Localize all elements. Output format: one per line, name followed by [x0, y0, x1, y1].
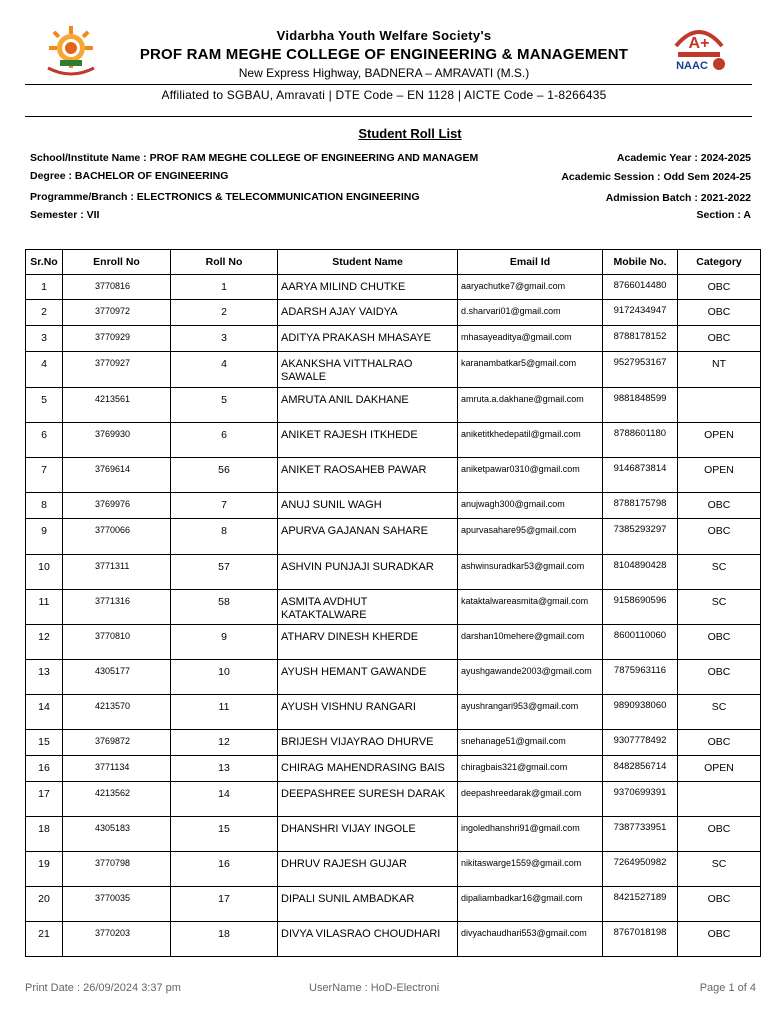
cell-enroll-no: 3771311: [63, 555, 171, 590]
cell-email: aaryachutke7@gmail.com: [458, 275, 603, 300]
cell-roll-no: 18: [171, 922, 278, 957]
cell-mobile: 7387733951: [603, 817, 678, 852]
cell-roll-no: 8: [171, 519, 278, 555]
cell-enroll-no: 3769930: [63, 423, 171, 458]
cell-enroll-no: 3770927: [63, 352, 171, 388]
academic-session: Academic Session : Odd Sem 2024-25: [561, 171, 751, 183]
cell-roll-no: 58: [171, 590, 278, 625]
cell-email: aniketitkhedepatil@gmail.com: [458, 423, 603, 458]
cell-student-name: ADITYA PRAKASH MHASAYE: [278, 326, 458, 352]
cell-email: amruta.a.dakhane@gmail.com: [458, 388, 603, 423]
table-row: [26, 695, 761, 730]
cell-category: OBC: [678, 519, 761, 555]
cell-srno: 20: [26, 887, 63, 922]
col-header-mobile: Mobile No.: [603, 250, 678, 275]
cell-category: SC: [678, 590, 761, 625]
cell-roll-no: 17: [171, 887, 278, 922]
society-name: Vidarbha Youth Welfare Society's: [276, 28, 492, 43]
table-row: [26, 887, 761, 922]
cell-srno: 12: [26, 625, 63, 660]
cell-roll-no: 6: [171, 423, 278, 458]
cell-student-name: ANUJ SUNIL WAGH: [278, 493, 458, 519]
cell-srno: 7: [26, 458, 63, 493]
cell-student-name: ASHVIN PUNJAJI SURADKAR: [278, 555, 458, 590]
cell-roll-no: 56: [171, 458, 278, 493]
admission-batch: Admission Batch : 2021-2022: [605, 192, 751, 204]
cell-email: kataktalwareasmita@gmail.com: [458, 590, 603, 625]
cell-category: OBC: [678, 493, 761, 519]
table-row: [26, 756, 761, 782]
cell-email: karanambatkar5@gmail.com: [458, 352, 603, 388]
cell-category: SC: [678, 695, 761, 730]
cell-enroll-no: 4213561: [63, 388, 171, 423]
cell-roll-no: 5: [171, 388, 278, 423]
table-row: [26, 852, 761, 887]
table-row: [26, 590, 761, 625]
table-row: [26, 730, 761, 756]
header-divider-bottom: [25, 116, 752, 117]
table-row: [26, 493, 761, 519]
cell-category: OPEN: [678, 423, 761, 458]
cell-srno: 19: [26, 852, 63, 887]
cell-category: OBC: [678, 660, 761, 695]
cell-enroll-no: 3771316: [63, 590, 171, 625]
table-row: [26, 817, 761, 852]
cell-category: OBC: [678, 300, 761, 326]
cell-srno: 5: [26, 388, 63, 423]
col-header-category: Category: [678, 250, 761, 275]
cell-category: SC: [678, 852, 761, 887]
cell-roll-no: 4: [171, 352, 278, 388]
cell-student-name: ATHARV DINESH KHERDE: [278, 625, 458, 660]
cell-email: ayushrangari953@gmail.com: [458, 695, 603, 730]
cell-enroll-no: 3770066: [63, 519, 171, 555]
cell-roll-no: 3: [171, 326, 278, 352]
table-row: [26, 782, 761, 817]
cell-email: deepashreedarak@gmail.com: [458, 782, 603, 817]
page-number: Page 1 of 4: [699, 982, 756, 994]
cell-mobile: 9890938060: [603, 695, 678, 730]
cell-mobile: 8788178152: [603, 326, 678, 352]
table-row: [26, 423, 761, 458]
cell-mobile: 9172434947: [603, 300, 678, 326]
cell-student-name: AYUSH VISHNU RANGARI: [278, 695, 458, 730]
cell-roll-no: 57: [171, 555, 278, 590]
cell-srno: 16: [26, 756, 63, 782]
cell-email: anujwagh300@gmail.com: [458, 493, 603, 519]
cell-enroll-no: 3770798: [63, 852, 171, 887]
cell-email: nikitaswarge1559@gmail.com: [458, 852, 603, 887]
table-row: [26, 922, 761, 957]
cell-roll-no: 15: [171, 817, 278, 852]
cell-category: OBC: [678, 922, 761, 957]
cell-category: OPEN: [678, 458, 761, 493]
cell-student-name: CHIRAG MAHENDRASING BAIS: [278, 756, 458, 782]
cell-roll-no: 14: [171, 782, 278, 817]
cell-srno: 8: [26, 493, 63, 519]
cell-email: dipaliambadkar16@gmail.com: [458, 887, 603, 922]
cell-roll-no: 9: [171, 625, 278, 660]
cell-srno: 17: [26, 782, 63, 817]
cell-email: chiragbais321@gmail.com: [458, 756, 603, 782]
cell-student-name: ASMITA AVDHUT KATAKTALWARE: [278, 590, 458, 625]
cell-mobile: 9158690596: [603, 590, 678, 625]
page-title: Student Roll List: [358, 126, 462, 141]
academic-year: Academic Year : 2024-2025: [616, 152, 751, 164]
cell-mobile: 7385293297: [603, 519, 678, 555]
cell-student-name: AYUSH HEMANT GAWANDE: [278, 660, 458, 695]
cell-student-name: BRIJESH VIJAYRAO DHURVE: [278, 730, 458, 756]
cell-email: mhasayeaditya@gmail.com: [458, 326, 603, 352]
cell-category: OBC: [678, 730, 761, 756]
cell-mobile: 8600110060: [603, 625, 678, 660]
cell-mobile: 8788601180: [603, 423, 678, 458]
cell-category: OBC: [678, 887, 761, 922]
cell-enroll-no: 3770929: [63, 326, 171, 352]
cell-srno: 15: [26, 730, 63, 756]
table-row: [26, 519, 761, 555]
naac-label: NAAC: [676, 60, 708, 72]
cell-category: OBC: [678, 625, 761, 660]
table-row: [26, 458, 761, 493]
cell-category: NT: [678, 352, 761, 388]
cell-srno: 4: [26, 352, 63, 388]
cell-srno: 14: [26, 695, 63, 730]
cell-roll-no: 1: [171, 275, 278, 300]
cell-mobile: 8767018198: [603, 922, 678, 957]
cell-enroll-no: 3770810: [63, 625, 171, 660]
cell-srno: 21: [26, 922, 63, 957]
cell-srno: 3: [26, 326, 63, 352]
cell-category: OBC: [678, 817, 761, 852]
college-address: New Express Highway, BADNERA – AMRAVATI (M.S.): [238, 66, 530, 80]
cell-srno: 10: [26, 555, 63, 590]
cell-student-name: AKANKSHA VITTHALRAO SAWALE: [278, 352, 458, 388]
cell-enroll-no: 4305177: [63, 660, 171, 695]
cell-roll-no: 2: [171, 300, 278, 326]
cell-category: [678, 388, 761, 423]
table-row: [26, 300, 761, 326]
cell-mobile: 9527953167: [603, 352, 678, 388]
cell-roll-no: 11: [171, 695, 278, 730]
cell-enroll-no: 3769976: [63, 493, 171, 519]
cell-student-name: DHANSHRI VIJAY INGOLE: [278, 817, 458, 852]
cell-roll-no: 7: [171, 493, 278, 519]
table-row: [26, 555, 761, 590]
naac-grade: A+: [688, 35, 710, 52]
cell-srno: 6: [26, 423, 63, 458]
cell-email: ayushgawande2003@gmail.com: [458, 660, 603, 695]
cell-student-name: ANIKET RAOSAHEB PAWAR: [278, 458, 458, 493]
naac-logo: [666, 24, 732, 74]
cell-student-name: ANIKET RAJESH ITKHEDE: [278, 423, 458, 458]
degree: Degree : BACHELOR OF ENGINEERING: [30, 170, 229, 182]
cell-mobile: 8766014480: [603, 275, 678, 300]
table-row: [26, 388, 761, 423]
cell-mobile: 9881848599: [603, 388, 678, 423]
cell-mobile: 9146873814: [603, 458, 678, 493]
cell-roll-no: 13: [171, 756, 278, 782]
cell-mobile: 9307778492: [603, 730, 678, 756]
cell-student-name: DIVYA VILASRAO CHOUDHARI: [278, 922, 458, 957]
cell-category: OBC: [678, 326, 761, 352]
print-date: Print Date : 26/09/2024 3:37 pm: [25, 982, 181, 994]
cell-enroll-no: 3771134: [63, 756, 171, 782]
table-body: [26, 275, 761, 957]
cell-student-name: ADARSH AJAY VAIDYA: [278, 300, 458, 326]
table-row: [26, 352, 761, 388]
cell-roll-no: 12: [171, 730, 278, 756]
cell-enroll-no: 3770816: [63, 275, 171, 300]
cell-srno: 1: [26, 275, 63, 300]
cell-enroll-no: 3770203: [63, 922, 171, 957]
cell-email: ingoledhanshri91@gmail.com: [458, 817, 603, 852]
programme-branch: Programme/Branch : ELECTRONICS & TELECOMMUNICATION ENGINEERING: [30, 191, 420, 203]
cell-srno: 2: [26, 300, 63, 326]
cell-student-name: DEEPASHREE SURESH DARAK: [278, 782, 458, 817]
cell-email: aniketpawar0310@gmail.com: [458, 458, 603, 493]
cell-student-name: AARYA MILIND CHUTKE: [278, 275, 458, 300]
cell-email: d.sharvari01@gmail.com: [458, 300, 603, 326]
table-row: [26, 275, 761, 300]
col-header-srno: Sr.No: [26, 250, 63, 275]
cell-student-name: DHRUV RAJESH GUJAR: [278, 852, 458, 887]
cell-email: apurvasahare95@gmail.com: [458, 519, 603, 555]
cell-enroll-no: 3770972: [63, 300, 171, 326]
cell-roll-no: 10: [171, 660, 278, 695]
cell-mobile: 7264950982: [603, 852, 678, 887]
cell-mobile: 8421527189: [603, 887, 678, 922]
section: Section : A: [696, 209, 751, 221]
roll-list-table: [25, 249, 761, 957]
cell-mobile: 9370699391: [603, 782, 678, 817]
cell-srno: 18: [26, 817, 63, 852]
col-header-name: Student Name: [278, 250, 458, 275]
username: UserName : HoD-Electroni: [309, 982, 440, 994]
table-header-row: [26, 250, 761, 275]
table-row: [26, 660, 761, 695]
cell-enroll-no: 3769614: [63, 458, 171, 493]
table-row: [26, 326, 761, 352]
cell-srno: 9: [26, 519, 63, 555]
col-header-enroll: Enroll No: [63, 250, 171, 275]
cell-email: divyachaudhari553@gmail.com: [458, 922, 603, 957]
institute-name: School/Institute Name : PROF RAM MEGHE COLLEGE OF ENGINEERING AND MANAGEM: [30, 152, 479, 164]
cell-srno: 11: [26, 590, 63, 625]
cell-student-name: AMRUTA ANIL DAKHANE: [278, 388, 458, 423]
cell-enroll-no: 4213570: [63, 695, 171, 730]
cell-mobile: 8104890428: [603, 555, 678, 590]
cell-srno: 13: [26, 660, 63, 695]
table-row: [26, 625, 761, 660]
cell-enroll-no: 3769872: [63, 730, 171, 756]
header-divider-top: [25, 84, 752, 85]
cell-email: darshan10mehere@gmail.com: [458, 625, 603, 660]
cell-mobile: 7875963116: [603, 660, 678, 695]
college-name: PROF RAM MEGHE COLLEGE OF ENGINEERING & MANAGEMENT: [139, 46, 629, 63]
cell-category: OPEN: [678, 756, 761, 782]
cell-category: OBC: [678, 275, 761, 300]
cell-email: ashwinsuradkar53@gmail.com: [458, 555, 603, 590]
col-header-roll: Roll No: [171, 250, 278, 275]
cell-category: SC: [678, 555, 761, 590]
cell-mobile: 8482856714: [603, 756, 678, 782]
cell-roll-no: 16: [171, 852, 278, 887]
cell-email: snehanage51@gmail.com: [458, 730, 603, 756]
semester: Semester : VII: [30, 209, 100, 221]
col-header-email: Email Id: [458, 250, 603, 275]
cell-mobile: 8788175798: [603, 493, 678, 519]
cell-enroll-no: 4305183: [63, 817, 171, 852]
affiliation-line: Affiliated to SGBAU, Amravati | DTE Code – EN 1128 | AICTE Code – 1-8266435: [161, 88, 607, 102]
cell-enroll-no: 3770035: [63, 887, 171, 922]
cell-student-name: DIPALI SUNIL AMBADKAR: [278, 887, 458, 922]
cell-enroll-no: 4213562: [63, 782, 171, 817]
cell-student-name: APURVA GAJANAN SAHARE: [278, 519, 458, 555]
letterhead: [0, 0, 768, 120]
cell-category: [678, 782, 761, 817]
